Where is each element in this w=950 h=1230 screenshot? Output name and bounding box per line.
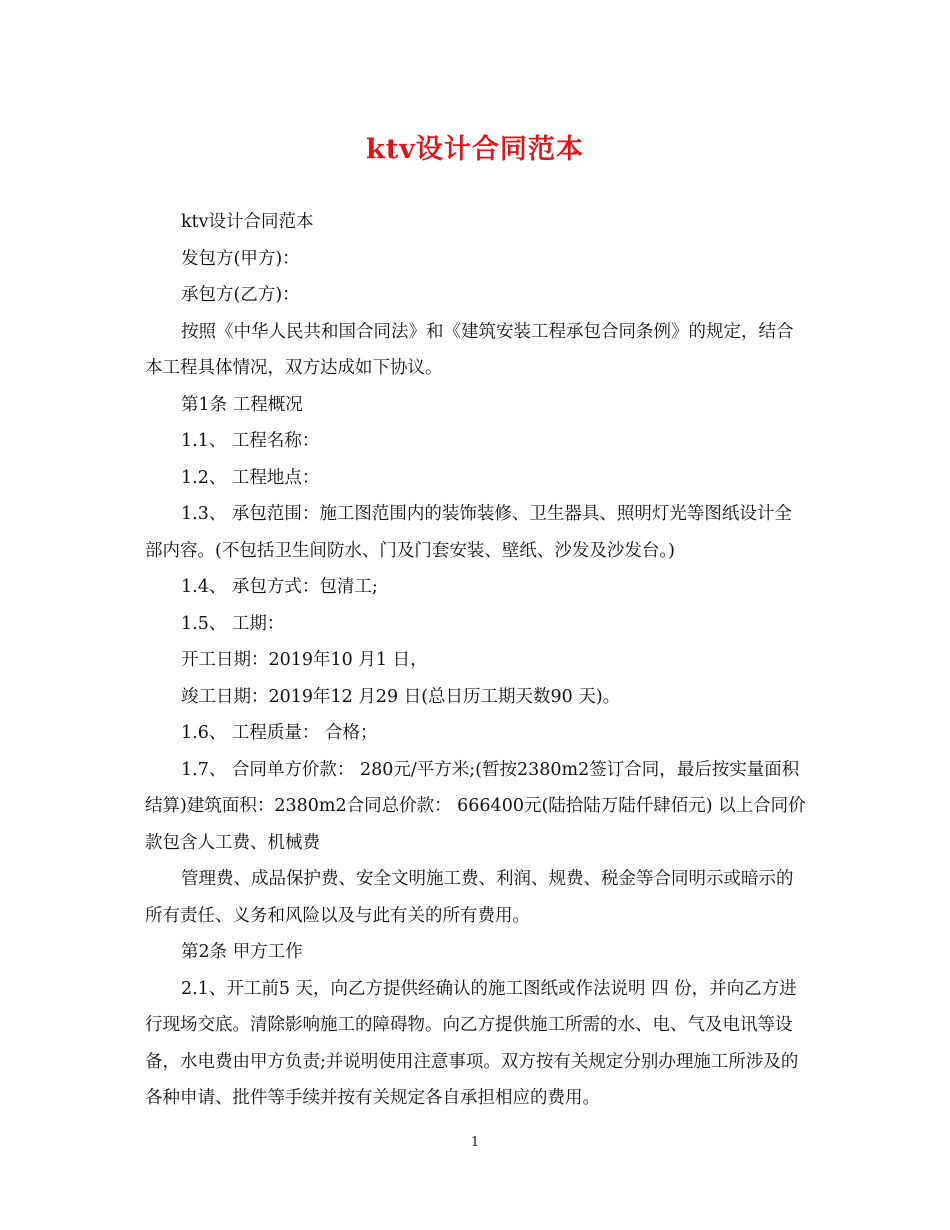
clause-1-3: 1.3、 承包范围：施工图范围内的装饰装修、卫生器具、照明灯光等图纸设计全部内容。(不包括卫生间防水、门及门套安装、壁纸、沙发及沙发台。) xyxy=(145,504,792,561)
paragraph-party-b: 承包方(乙方)： xyxy=(181,285,300,305)
document-body xyxy=(145,204,809,1117)
completion-date: 竣工日期：2019年12 月29 日(总日历工期天数90 天)。 xyxy=(181,686,621,707)
paragraph-party-a: 发包方(甲方)： xyxy=(181,248,300,269)
paragraph-preamble: 按照《中华人民共和国合同法》和《建筑安装工程承包合同条例》的规定，结合本工程具体情况，双方达成如下协议。 xyxy=(145,321,794,378)
page-number: 1 xyxy=(470,1135,480,1150)
clause-1-7-continued: 管理费、成品保护费、安全文明施工费、利润、规费、税金等合同明示或暗示的所有责任、义务和风险以及与此有关的所有费用。 xyxy=(145,869,794,926)
clause-1-5: 1.5、 工期： xyxy=(181,613,285,634)
document-title: ktv设计合同范本 xyxy=(366,134,584,165)
section-heading-2: 第2条 甲方工作 xyxy=(181,942,303,962)
clause-2-1: 2.1、开工前5 天，向乙方提供经确认的施工图纸或作法说明 四 份，并向乙方进行现场交底。清除影响施工的障碍物。向乙方提供施工所需的水、电、气及电讯等设备，水电费由甲方负责;并说明使用注意事项。双方按有关规定分别办理施工所涉及的各种申请、批件等手续并按有关规定各自承担相应的费用。 xyxy=(145,978,799,1108)
clause-1-6: 1.6、 工程质量： 合格； xyxy=(181,723,378,743)
clause-1-2: 1.2、 工程地点： xyxy=(181,467,320,488)
clause-1-1: 1.1、 工程名称： xyxy=(181,431,320,451)
paragraph-subtitle: ktv设计合同范本 xyxy=(181,212,314,232)
clause-1-7: 1.7、 合同单方价款： 280元/平方米;(暂按2380m2签订合同，最后按实量面积结算)建筑面积：2380m2合同总价款： 666400元(陆拾陆万陆仟肆佰元) 以上合同价款包含人工费、机械费 xyxy=(145,759,806,853)
clause-1-4: 1.4、 承包方式：包清工; xyxy=(181,577,378,597)
section-heading-1: 第1条 工程概况 xyxy=(181,394,303,415)
start-date: 开工日期：2019年10 月1 日， xyxy=(181,650,428,670)
